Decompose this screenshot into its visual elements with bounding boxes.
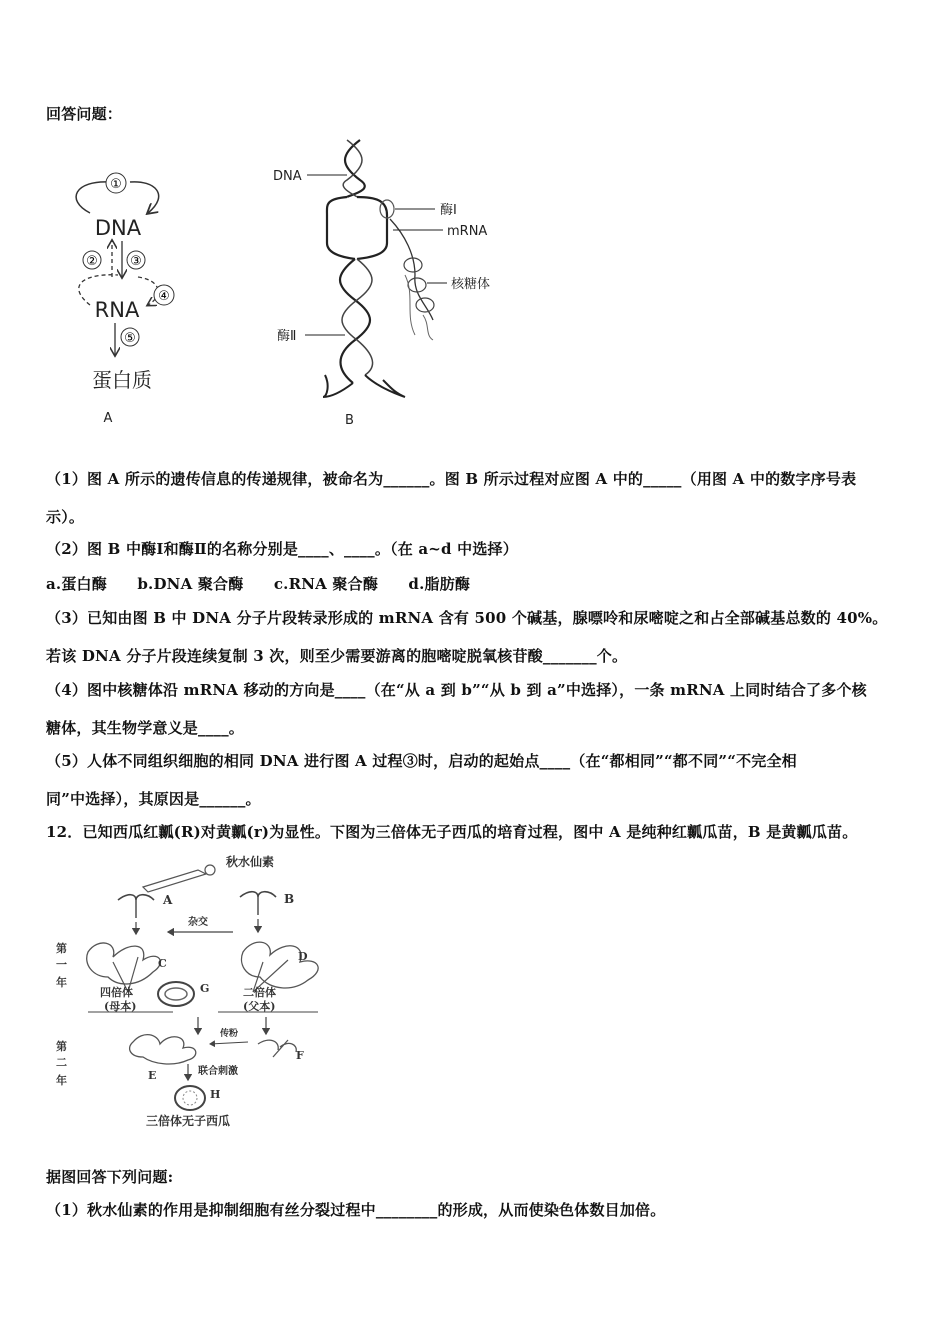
q3-line1: （3）已知由图 B 中 DNA 分子片段转录形成的 mRNA 含有 500 个碱基，腺嘌呤和尿嘧啶之和占全部碱基总数的 40%。: [46, 609, 888, 627]
label-2: ②: [86, 254, 98, 269]
colchicine-label: 秋水仙素: [226, 855, 275, 869]
year1-char1: 第: [56, 942, 67, 955]
label-3: ③: [130, 254, 142, 269]
father-label: (父本): [243, 1000, 276, 1013]
tetraploid-plant: [87, 943, 161, 984]
stimulus-label: 联合刺激: [198, 1066, 238, 1077]
mother-label: (母本): [104, 1000, 137, 1013]
mrna-label: mRNA: [447, 224, 488, 239]
dropper-icon: [143, 870, 206, 892]
year2-char2: 二: [56, 1056, 67, 1069]
dna-label-b: DNA: [273, 169, 302, 184]
q12-1-text: （1）秋水仙素的作用是抑制细胞有丝分裂过程中________的形成，从而使染色体数目加倍。: [46, 1201, 666, 1219]
ribosome-label: 核糖体: [451, 277, 491, 292]
watermelon-g: [158, 982, 194, 1006]
enzyme2-label: 酶Ⅱ: [277, 329, 297, 344]
q2-options: a.蛋白酶 b.DNA 聚合酶 c.RNA 聚合酶 d.脂肪酶: [46, 575, 471, 593]
label-5: ⑤: [124, 331, 136, 346]
figure-c-watermelon-breeding: [48, 852, 348, 1137]
triploid-caption: 三倍体无子西瓜: [146, 1114, 231, 1128]
diploid-plant: [242, 942, 319, 988]
year2-char1: 第: [56, 1040, 67, 1053]
intro-text: 回答问题：: [46, 105, 123, 123]
answer-intro: 据图回答下列问题:: [46, 1168, 174, 1186]
tetraploid-label: 四倍体: [100, 986, 133, 999]
plant-f: [258, 1040, 296, 1057]
watermelon-h: [175, 1086, 205, 1110]
dna-strand-open: [327, 197, 355, 259]
cross-label: 杂交: [188, 917, 208, 928]
q5-line2: 同”中选择），其原因是______。: [46, 790, 261, 808]
seedling-b: [240, 892, 276, 897]
label-b: B: [284, 892, 295, 906]
q3-line2: 若该 DNA 分子片段连续复制 3 次，则至少需要游离的胞嘧啶脱氧核苷酸_______个。: [46, 647, 628, 665]
label-g: G: [200, 982, 210, 995]
q1-line2: 示）。: [46, 508, 85, 526]
label-c: C: [158, 957, 167, 970]
label-h: H: [210, 1088, 221, 1101]
enzyme1-label: 酶Ⅰ: [440, 203, 457, 218]
label-1: ①: [110, 177, 122, 192]
seedling-a: [118, 895, 154, 900]
rna-label: RNA: [94, 298, 140, 322]
mrna-strand: [390, 219, 433, 320]
q4-line1: （4）图中核糖体沿 mRNA 移动的方向是____（在“从 a 到 b”“从 b 到 a”中选择），一条 mRNA 上同时结合了多个核: [46, 681, 867, 699]
q2-line1: （2）图 B 中酶Ⅰ和酶Ⅱ的名称分别是____、____。（在 a~d 中选择）: [46, 540, 518, 558]
label-e: E: [148, 1069, 157, 1082]
plant-e: [130, 1035, 196, 1064]
label-f: F: [296, 1049, 304, 1062]
figure-a-central-dogma: [60, 165, 200, 430]
figure-a-caption: A: [103, 411, 113, 426]
q4-line2: 糖体，其生物学意义是____。: [46, 719, 245, 737]
dna-label: DNA: [94, 216, 142, 240]
q12-stem: 12．已知西瓜红瓤(R)对黄瓤(r)为显性。下图为三倍体无子西瓜的培育过程，图中 A 是纯种红瓤瓜苗，B 是黄瓤瓜苗。: [46, 823, 858, 841]
year1-char2: 一: [56, 958, 67, 971]
year2-char3: 年: [56, 1074, 67, 1087]
figure-b-transcription: [265, 135, 525, 430]
year1-char3: 年: [56, 976, 67, 989]
label-d: D: [298, 950, 308, 963]
label-a: A: [163, 893, 173, 907]
label-4: ④: [158, 289, 170, 304]
q1-line1: （1）图 A 所示的遗传信息的传递规律，被命名为______。图 B 所示过程对应图 A 中的_____（用图 A 中的数字序号表: [46, 470, 857, 488]
protein-label: 蛋白质: [92, 368, 152, 392]
pollination-label: 传粉: [220, 1029, 239, 1039]
figure-b-caption: B: [345, 413, 354, 428]
diploid-label: 二倍体: [243, 986, 276, 999]
q5-line1: （5）人体不同组织细胞的相同 DNA 进行图 A 过程③时，启动的起始点____（在“都相同”“都不同”“不完全相: [46, 752, 797, 770]
